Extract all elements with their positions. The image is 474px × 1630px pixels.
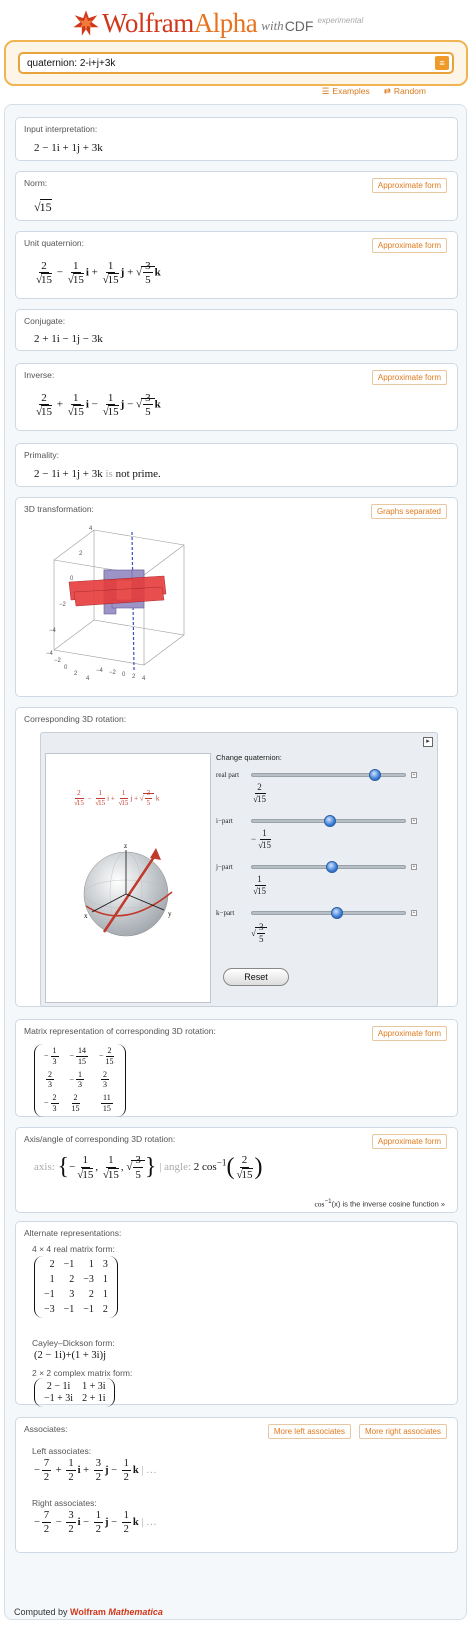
complex-matrix-label: 2 × 2 complex matrix form: <box>32 1368 133 1378</box>
shuffle-icon: ⇄ <box>383 86 391 96</box>
matrix-cell: − $\frac{1}{3}$ <box>69 1069 83 1090</box>
pod-associates <box>15 1417 458 1553</box>
logo-cdf-text: CDF <box>284 18 314 34</box>
complex-matrix <box>34 1378 115 1407</box>
tick-z-m4: −4 <box>49 628 56 634</box>
real-matrix-label: 4 × 4 real matrix form: <box>32 1244 115 1254</box>
matrix-cell: −3 <box>44 1304 55 1315</box>
tick-x-2: 2 <box>74 671 78 677</box>
primality-is: is <box>105 468 113 480</box>
search-area <box>4 40 468 86</box>
tick-x-m2: −2 <box>54 658 61 664</box>
matrix-cell: 2 + 1i <box>82 1393 106 1404</box>
approximate-form-button[interactable]: Approximate form <box>372 238 447 253</box>
play-icon[interactable]: ▸ <box>423 737 433 747</box>
cos-note-text: is the inverse cosine function » <box>342 1199 445 1209</box>
pod-alternate-representations <box>15 1221 458 1405</box>
reset-button[interactable]: Reset <box>223 968 289 986</box>
matrix-cell: 2 <box>88 1289 94 1300</box>
rotation-sphere[interactable] <box>64 836 194 946</box>
value-num: 1 <box>257 874 262 884</box>
expand-slider-icon[interactable]: + <box>412 772 416 778</box>
primality-expression: 2 − 1i + 1j + 3k <box>34 468 103 480</box>
wolfram-star-icon <box>72 9 100 37</box>
matrix-cell: −1 <box>83 1304 94 1315</box>
inverse-value: $\frac{2}{√15}$ + $\frac{1}{√15}$ i − $\frac{1}{√15}$ j − √ $\frac{3}{5}$ k <box>36 392 161 419</box>
pod-title: Corresponding 3D rotation: <box>24 714 127 724</box>
search-query[interactable]: quaternion: 2-i+j+3k <box>27 57 116 69</box>
matrix-cell: 2 − 1i <box>46 1381 71 1392</box>
footer-wolfram-link[interactable]: Wolfram <box>70 1607 106 1617</box>
pod-title: Primality: <box>24 450 59 460</box>
value-den: 5 <box>258 933 264 944</box>
tick-x-m4: −4 <box>46 651 53 657</box>
header <box>0 0 474 104</box>
slider-label-k: k−part <box>216 909 235 917</box>
matrix-cell: − $\frac{1}{3}$ <box>44 1046 57 1066</box>
real-part-slider[interactable] <box>251 773 406 777</box>
slider-thumb[interactable] <box>369 769 381 781</box>
examples-link[interactable] <box>322 86 370 97</box>
expand-slider-icon[interactable]: + <box>412 818 416 824</box>
pod-title: Alternate representations: <box>24 1228 122 1238</box>
rotation-graphic-panel <box>45 753 211 1003</box>
rotation-matrix <box>34 1044 126 1117</box>
random-link[interactable] <box>384 86 426 97</box>
logo-wolfram-text: Wolfram <box>102 7 194 38</box>
tick-z-4: 4 <box>89 526 93 532</box>
pod-norm <box>15 171 458 221</box>
cayley-dickson-label: Cayley–Dickson form: <box>32 1338 115 1348</box>
more-right-associates-button[interactable]: More right associates <box>359 1424 447 1439</box>
logo-experimental-text: experimental <box>317 15 364 25</box>
pod-title: Input interpretation: <box>24 124 98 134</box>
slider-label-real: real part <box>216 771 240 779</box>
slider-value-j: $\frac{1}{√15}$ <box>253 874 266 896</box>
axis-angle-value: axis: {− $\frac{1}{√15}$ , $\frac{1}{√15}$ , √ $\frac{3}{5}$ } | angle: 2 $\cos^{-1}$( $\frac{2}{√15}$ ) <box>34 1154 263 1181</box>
pod-3d-rotation <box>15 707 458 1007</box>
tick-y-m4: −4 <box>96 668 103 674</box>
graphs-separated-button[interactable]: Graphs separated <box>371 504 447 519</box>
slider-value-real: $\frac{2}{√15}$ <box>253 782 266 804</box>
3d-transformation-plot[interactable] <box>34 520 204 690</box>
matrix-cell: 1 <box>49 1274 55 1285</box>
matrix-cell: 3 <box>69 1289 75 1300</box>
value-den: 15 <box>256 793 266 804</box>
tick-y-m2: −2 <box>109 670 116 676</box>
matrix-cell: − $\frac{14}{15}$ <box>69 1046 87 1066</box>
matrix-cell: −3 <box>83 1274 94 1285</box>
value-num: 2 <box>257 782 262 792</box>
slider-thumb[interactable] <box>326 861 338 873</box>
pod-conjugate <box>15 309 458 351</box>
slider-value-i: − $\frac{1}{√15}$ <box>251 828 272 850</box>
pod-title: Conjugate: <box>24 316 66 326</box>
search-submit-button[interactable] <box>435 56 449 70</box>
angle-label: angle: <box>164 1161 192 1174</box>
matrix-cell: 1 <box>102 1289 108 1300</box>
tick-y-2: 2 <box>132 674 136 680</box>
norm-value: √15 <box>34 200 52 214</box>
tick-y-0: 0 <box>122 672 126 678</box>
footer-mathematica-link[interactable]: Mathematica <box>108 1607 163 1617</box>
primality-value <box>34 468 161 480</box>
expand-slider-icon[interactable]: + <box>412 910 416 916</box>
slider-thumb[interactable] <box>324 815 336 827</box>
tick-x-0: 0 <box>64 665 68 671</box>
matrix-cell: $\frac{2}{3}$ <box>48 1069 52 1090</box>
matrix-cell: − $\frac{2}{3}$ <box>44 1093 57 1113</box>
logo-alpha-text: Alpha <box>193 7 258 38</box>
input-value: 2 − 1i + 1j + 3k <box>34 142 103 154</box>
tick-x-4: 4 <box>86 676 90 682</box>
search-links <box>322 86 426 97</box>
matrix-cell: 1 <box>88 1259 94 1270</box>
pod-title: Associates: <box>24 1424 68 1434</box>
left-associates-value: − $\frac{7}{2}$ + $\frac{1}{2}$ i + $\frac{3}{2}$ j − $\frac{1}{2}$ k | … <box>34 1458 157 1483</box>
matrix-cell: −1 + 3i <box>44 1393 74 1404</box>
pod-axis-angle <box>15 1127 458 1213</box>
tick-y-4: 4 <box>142 676 146 682</box>
approximate-form-button[interactable]: Approximate form <box>372 178 447 193</box>
matrix-cell: 1 + 3i <box>82 1381 106 1392</box>
slider-value-k: √ $\frac{3}{5}$ <box>251 923 267 945</box>
value-num: 1 <box>262 828 267 838</box>
approximate-form-button[interactable]: Approximate form <box>372 1026 447 1041</box>
approximate-form-button[interactable]: Approximate form <box>372 1134 447 1149</box>
tick-z-0: 0 <box>70 576 74 582</box>
random-label: Random <box>393 86 426 96</box>
value-num: 3 <box>258 922 264 932</box>
list-icon: ☰ <box>321 86 330 96</box>
slider-label-i: i−part <box>216 817 233 825</box>
pod-3d-transformation <box>15 497 458 697</box>
equals-icon: ≡ <box>439 58 445 68</box>
matrix-cell: −1 <box>63 1259 75 1270</box>
i-part-slider[interactable] <box>251 819 406 823</box>
value-den: 15 <box>256 885 266 896</box>
tick-z-m2: −2 <box>59 602 66 608</box>
matrix-cell: 1 <box>102 1274 108 1285</box>
right-associates-value: − $\frac{7}{2}$ − $\frac{3}{2}$ i − $\frac{1}{2}$ j − $\frac{1}{2}$ k | … <box>34 1510 157 1535</box>
footer <box>14 1607 163 1617</box>
matrix-cell: 2 <box>102 1304 108 1315</box>
matrix-cell: 3 <box>102 1259 108 1270</box>
pod-input-interpretation <box>15 117 458 161</box>
matrix-cell: 2 <box>69 1274 75 1285</box>
expand-slider-icon[interactable]: + <box>412 864 416 870</box>
rotation-quaternion-label: $\frac{2}{√15}$ − $\frac{1}{√15}$ i + $\frac{1}{√15}$ j + √ $\frac{3}{5}$ k <box>74 789 160 807</box>
pod-title: Inverse: <box>24 370 55 380</box>
pod-primality <box>15 443 458 487</box>
real-matrix <box>34 1256 118 1318</box>
matrix-cell: − $\frac{2}{15}$ <box>99 1046 114 1066</box>
left-associates-label: Left associates: <box>32 1446 92 1456</box>
pod-title: Matrix representation of corresponding 3D rotation: <box>24 1026 216 1036</box>
wolfram-alpha-logo[interactable] <box>72 8 363 38</box>
matrix-cell: $\frac{2}{3}$ <box>103 1069 108 1090</box>
slider-thumb[interactable] <box>331 907 343 919</box>
pod-title: Unit quaternion: <box>24 238 85 248</box>
unit-quaternion-value: $\frac{2}{√15}$ − $\frac{1}{√15}$ i + $\frac{1}{√15}$ j + √ $\frac{3}{5}$ k <box>36 260 161 287</box>
search-input[interactable] <box>18 52 454 74</box>
rotation-manipulator <box>40 732 438 1007</box>
value-den: 15 <box>262 839 272 850</box>
pod-matrix-representation <box>15 1019 458 1117</box>
cos-function: cos <box>314 1199 325 1209</box>
more-left-associates-button[interactable]: More left associates <box>268 1424 351 1439</box>
change-quaternion-label: Change quaternion: <box>216 753 282 762</box>
results-container <box>4 104 467 1620</box>
conjugate-value: 2 + 1i − 1j − 3k <box>34 333 103 345</box>
matrix-cell: −1 <box>44 1289 55 1300</box>
primality-result: not prime. <box>115 468 161 480</box>
matrix-cell: $\frac{2}{15}$ <box>71 1093 80 1113</box>
computed-by-text: Computed by <box>14 1607 68 1617</box>
pod-unit-quaternion <box>15 231 458 299</box>
pod-inverse <box>15 363 458 431</box>
right-associates-label: Right associates: <box>32 1498 97 1508</box>
z-axis-label: z <box>124 842 128 850</box>
matrix-cell: −1 <box>63 1304 75 1315</box>
j-part-slider[interactable] <box>251 865 406 869</box>
pod-title: 3D transformation: <box>24 504 94 514</box>
cayley-dickson-value: (2 − 1i)+(1 + 3i)j <box>34 1350 107 1361</box>
matrix-cell: 2 <box>49 1259 55 1270</box>
examples-label: Examples <box>332 86 370 96</box>
pod-title: Norm: <box>24 178 48 188</box>
k-part-slider[interactable] <box>251 911 406 915</box>
approximate-form-button[interactable]: Approximate form <box>372 370 447 385</box>
slider-label-j: j−part <box>216 863 233 871</box>
x-axis-label: x <box>84 912 88 920</box>
y-axis-label: y <box>168 910 172 918</box>
logo-with-text: with <box>261 18 284 33</box>
pod-title: Axis/angle of corresponding 3D rotation: <box>24 1134 176 1144</box>
inverse-cosine-note[interactable]: $\cos^{-1}(x)$ is the inverse cosine function » <box>314 1198 445 1209</box>
tick-z-2: 2 <box>79 551 83 557</box>
norm-radicand: 15 <box>39 200 52 214</box>
matrix-cell: $\frac{11}{15}$ <box>102 1093 111 1113</box>
axis-label: axis: <box>34 1161 55 1174</box>
